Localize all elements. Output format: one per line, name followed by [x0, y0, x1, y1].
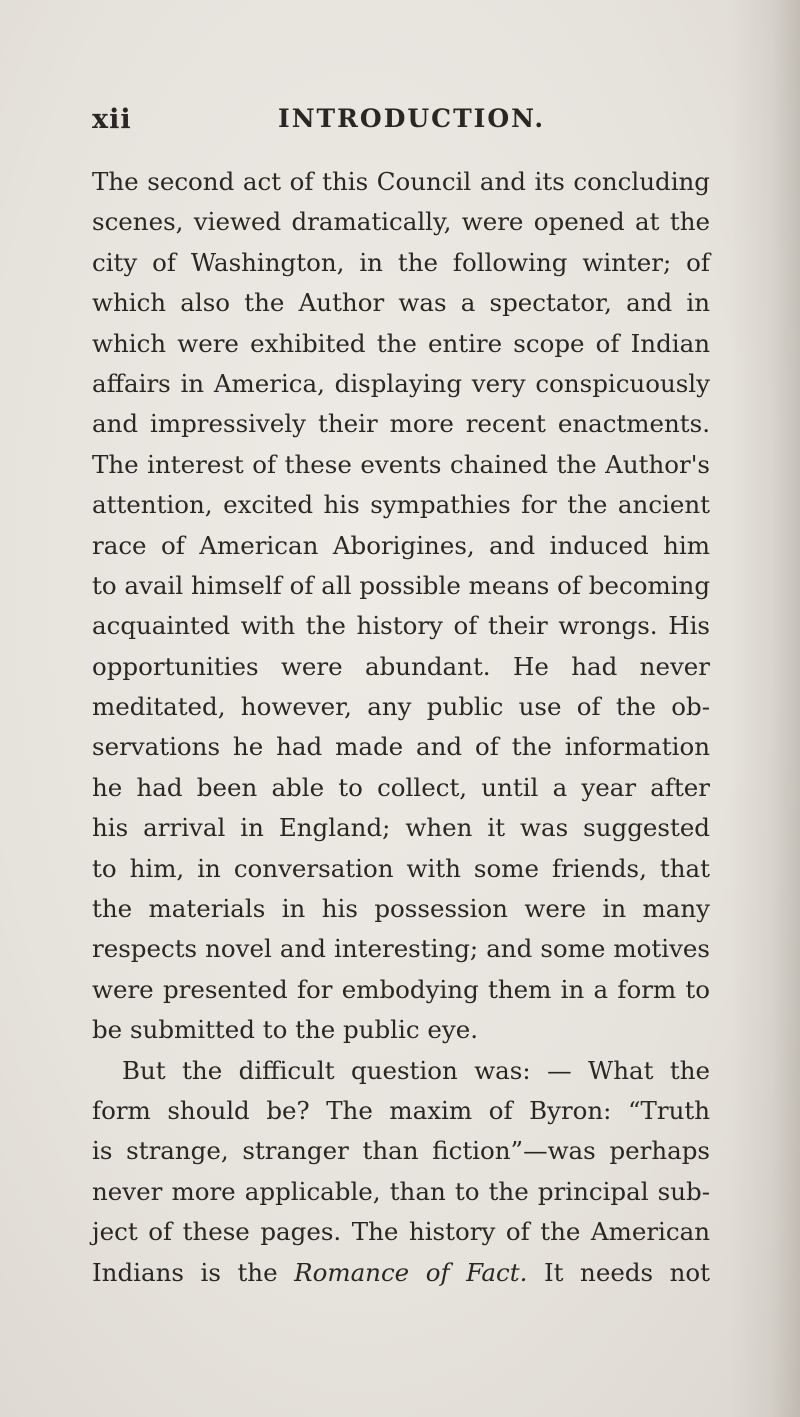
page-edge-shadow: [730, 0, 800, 1417]
text-line: The interest of these events chained the Author's: [92, 449, 710, 479]
text-line: respects novel and interesting; and some motives: [92, 934, 710, 964]
text-line: which were exhibited the entire scope of Indian: [92, 328, 710, 358]
page-header: [92, 104, 712, 144]
text-line: servations he had made and of the information: [92, 732, 710, 762]
text-line: never more applicable, than to the principal sub-: [92, 1176, 710, 1206]
text-line: scenes, viewed dramatically, were opened at the: [92, 207, 710, 237]
text-line: and impressively their more recent enactments.: [92, 409, 710, 439]
text-line: is strange, stranger than fiction”—was perhaps: [92, 1136, 710, 1166]
text-line: attention, excited his sympathies for the ancient: [92, 490, 710, 520]
text-line: his arrival in England; when it was suggested: [92, 813, 710, 843]
text-line: acquainted with the history of their wrongs. His: [92, 611, 710, 641]
text-line: were presented for embodying them in a form to: [92, 974, 710, 1004]
text-line: opportunities were abundant. He had never: [92, 651, 710, 681]
text-line: meditated, however, any public use of the ob-: [92, 692, 710, 722]
text-line: which also the Author was a spectator, and in: [92, 288, 710, 318]
text-line: ject of these pages. The history of the American: [92, 1217, 710, 1247]
running-head: INTRODUCTION.: [278, 104, 546, 133]
text-line: The second act of this Council and its concluding: [92, 167, 710, 196]
text-line: to him, in conversation with some friends, that: [92, 853, 710, 883]
text-line: the materials in his possession were in many: [92, 894, 710, 924]
text-line: affairs in America, displaying very conspicuously: [92, 368, 710, 398]
text-line: to avail himself of all possible means of becoming: [92, 570, 710, 600]
body-text: [92, 162, 710, 1293]
paragraph-start-line: But the difficult question was: — What the: [122, 1055, 710, 1085]
text-line-final: [92, 1253, 710, 1293]
page-number: xii: [92, 104, 132, 135]
text-line: he had been able to collect, until a year after: [92, 772, 710, 802]
final-line-end: It needs not: [527, 1257, 710, 1287]
text-line: form should be? The maxim of Byron: “Truth: [92, 1095, 710, 1125]
final-line-start: Indians is the: [92, 1257, 295, 1287]
text-line: city of Washington, in the following winter; of: [92, 247, 710, 277]
paragraph-end-line: be submitted to the public eye.: [92, 1015, 478, 1045]
italic-phrase: Romance of Fact.: [294, 1257, 528, 1287]
text-line: race of American Aborigines, and induced him: [92, 530, 710, 560]
